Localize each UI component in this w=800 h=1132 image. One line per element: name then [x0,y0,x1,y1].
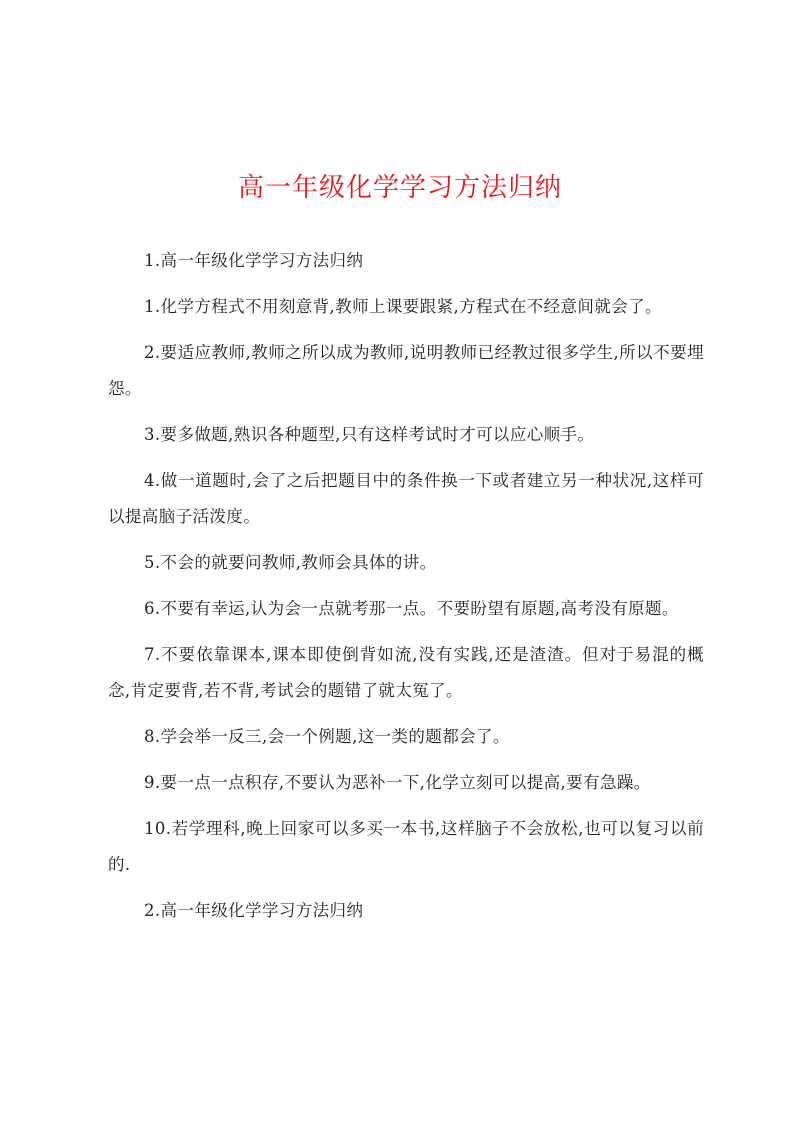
paragraph-tip-4: 4.做一道题时,会了之后把题目中的条件换一下或者建立另一种状况,这样可以提高脑子活泼度。 [108,471,704,526]
paragraph-tip-3: 3.要多做题,熟识各种题型,只有这样考试时才可以应心顺手。 [144,425,595,444]
paragraph-tip-7: 7.不要依靠课本,课本即使倒背如流,没有实践,还是渣渣。但对于易混的概念,肯定要背,若不背,考试会的题错了就太冤了。 [108,645,704,700]
document-body [108,243,704,939]
paragraph-tip-6: 6.不要有幸运,认为会一点就考那一点。不要盼望有原题,高考没有原题。 [144,599,679,618]
paragraph-tip-5: 5.不会的就要问教师,教师会具体的讲。 [144,553,437,572]
paragraph-section-heading-1: 1.高一年级化学学习方法归纳 [144,251,364,270]
paragraph-tip-2: 2.要适应教师,教师之所以成为教师,说明教师已经教过很多学生,所以不要埋怨。 [108,343,704,398]
paragraph-section-heading-2: 2.高一年级化学学习方法归纳 [144,901,364,920]
document-title: 高一年级化学学习方法归纳 [237,173,562,203]
paragraph-tip-8: 8.学会举一反三,会一个例题,这一类的题都会了。 [144,727,510,746]
paragraph-tip-1: 1.化学方程式不用刻意背,教师上课要跟紧,方程式在不经意间就会了。 [144,297,662,316]
paragraph-tip-10: 10.若学理科,晚上回家可以多买一本书,这样脑子不会放松,也可以复习以前的. [108,819,704,874]
paragraph-tip-9: 9.要一点一点积存,不要认为恶补一下,化学立刻可以提高,要有急躁。 [144,773,651,792]
